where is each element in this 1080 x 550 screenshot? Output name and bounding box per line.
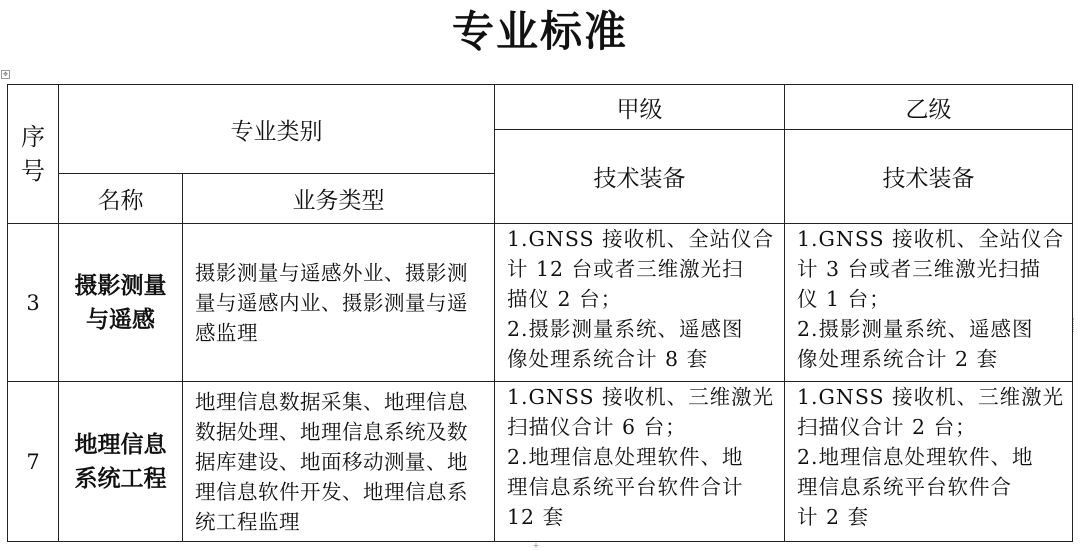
- equipment-line: 1.GNSS 接收机、三维激光: [507, 385, 775, 409]
- row-seq: 7: [8, 382, 59, 542]
- seq-header-line2: 号: [21, 157, 45, 185]
- row-grade-b-equipment: [785, 224, 1073, 382]
- row-business: 地理信息数据采集、地理信息数据处理、地理信息系统及数据库建设、地面移动测量、地理信息软件开发、地理信息系统工程监理: [183, 382, 495, 542]
- equipment-line: 1.GNSS 接收机、三维激光: [797, 385, 1065, 409]
- equipment-line: 计 3 台或者三维激光扫描: [797, 257, 1042, 281]
- equipment-line: 12 套: [507, 505, 565, 529]
- row-name-line1: 摄影测量: [74, 271, 167, 299]
- equipment-line: 2.摄影测量系统、遥感图: [797, 317, 1034, 341]
- row-name-line2: 系统工程: [74, 464, 167, 492]
- equipment-line: 描仪 2 台；: [507, 287, 623, 311]
- name-header: 名称: [59, 174, 183, 224]
- row-name: [59, 224, 183, 382]
- row-name: [59, 382, 183, 542]
- row-seq: 3: [8, 224, 59, 382]
- equipment-line: 1.GNSS 接收机、全站仪合: [507, 227, 775, 251]
- grade-b-header: 乙级: [785, 85, 1073, 130]
- equipment-line: 像处理系统合计 8 套: [507, 347, 709, 371]
- table-resize-handle[interactable]: +: [530, 541, 542, 550]
- table-row: [8, 382, 1073, 542]
- equipment-line: 1.GNSS 接收机、全站仪合: [797, 227, 1065, 251]
- equipment-line: 计 12 台或者三维激光扫: [507, 257, 744, 281]
- category-header: 专业类别: [59, 85, 495, 174]
- business-type-header: 业务类型: [183, 174, 495, 224]
- equipment-line: 2.摄影测量系统、遥感图: [507, 317, 744, 341]
- table-anchor-icon[interactable]: ✥: [2, 71, 9, 78]
- row-name-line1: 地理信息: [74, 430, 167, 458]
- seq-header-line1: 序: [21, 123, 45, 151]
- equipment-a-header: 技术装备: [495, 130, 785, 224]
- row-grade-b-equipment: [785, 382, 1073, 542]
- equipment-line: 2.地理信息处理软件、地: [507, 445, 744, 469]
- table-row: [8, 224, 1073, 382]
- row-business: 摄影测量与遥感外业、摄影测量与遥感内业、摄影测量与遥感监理: [183, 224, 495, 382]
- equipment-line: 理信息系统平台软件合: [797, 475, 1012, 499]
- row-grade-a-equipment: [495, 224, 785, 382]
- row-grade-a-equipment: [495, 382, 785, 542]
- equipment-line: 理信息系统平台软件合计: [507, 475, 744, 499]
- equipment-line: 计 2 套: [797, 505, 870, 529]
- page-title: 专业标准: [451, 7, 628, 56]
- header-row-1: [8, 85, 1073, 130]
- equipment-line: 仪 1 台；: [797, 287, 891, 311]
- seq-header: [8, 85, 59, 224]
- equipment-line: 扫描仪合计 6 台；: [507, 415, 687, 439]
- equipment-line: 扫描仪合计 2 台；: [797, 415, 977, 439]
- equipment-line: 像处理系统合计 2 套: [797, 347, 999, 371]
- equipment-line: 2.地理信息处理软件、地: [797, 445, 1034, 469]
- row-name-line2: 与遥感: [86, 305, 155, 333]
- grade-a-header: 甲级: [495, 85, 785, 130]
- standards-table: [7, 84, 1073, 542]
- equipment-b-header: 技术装备: [785, 130, 1073, 224]
- margin-marker: [1073, 318, 1079, 332]
